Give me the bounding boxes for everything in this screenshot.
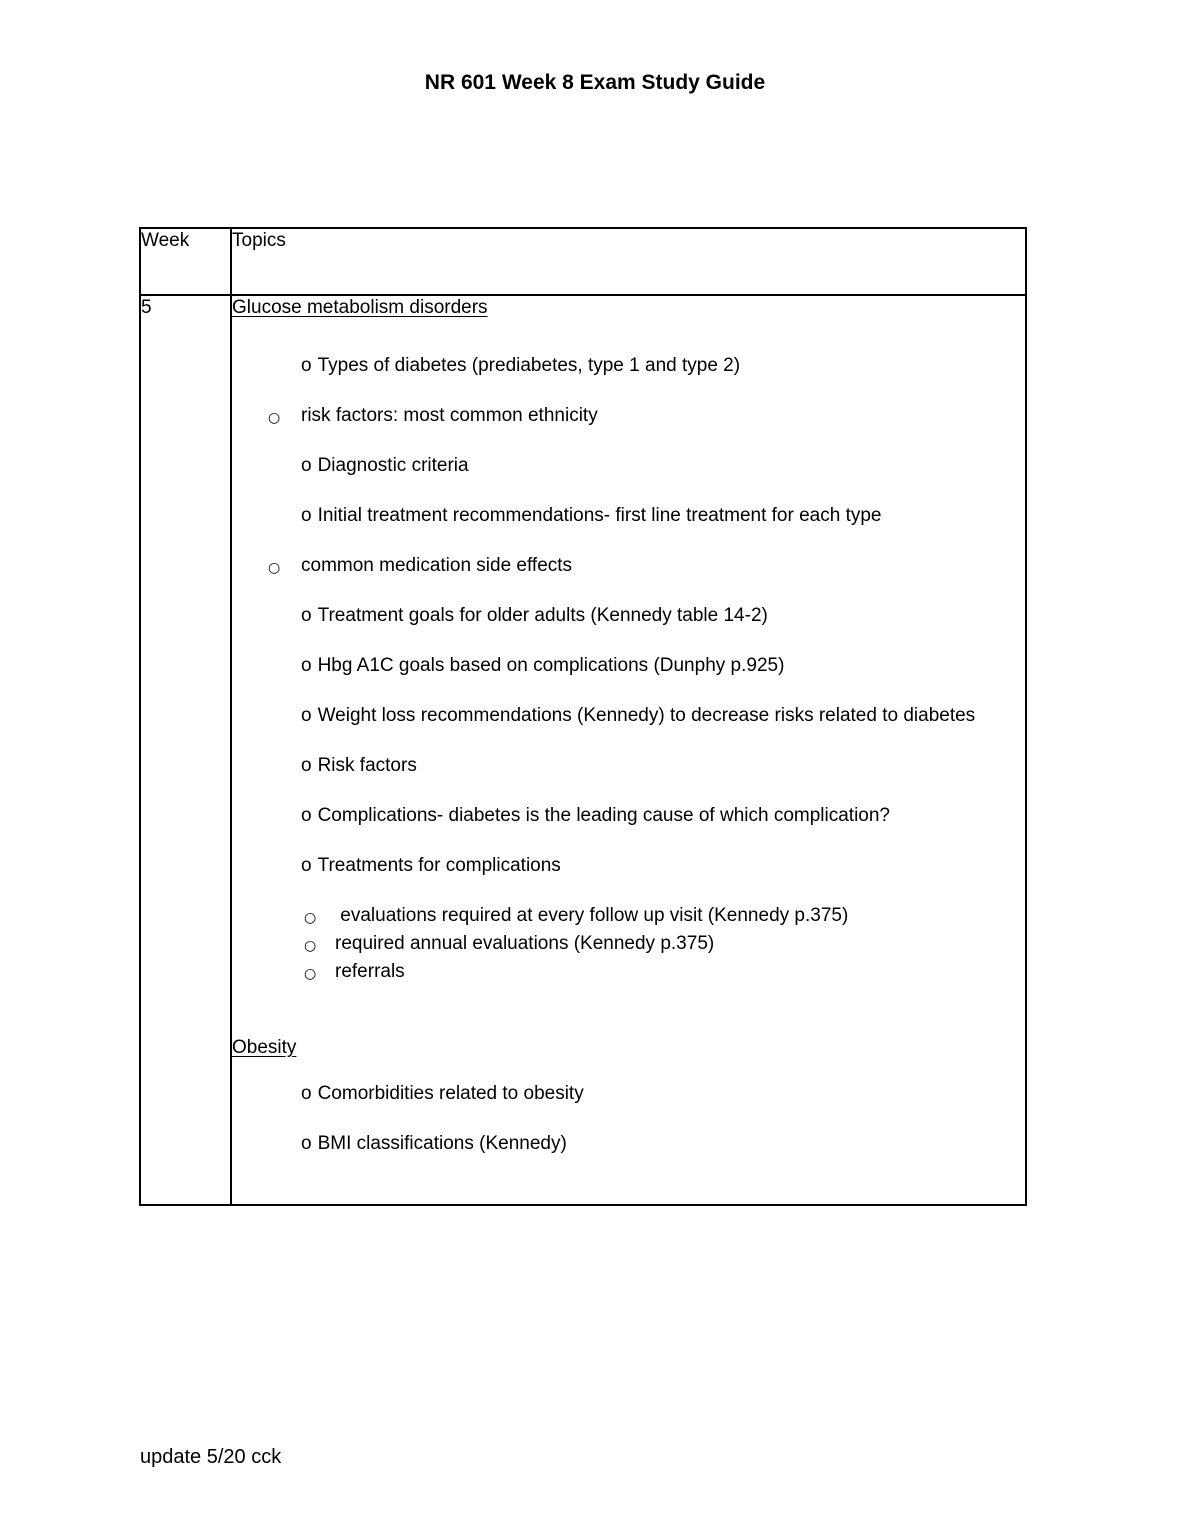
list-item-label: required annual evaluations (Kennedy p.375) <box>335 933 715 954</box>
bullet-marker: o <box>301 705 312 726</box>
bullet-marker: o <box>301 455 312 476</box>
list-item <box>232 404 1025 428</box>
column-header-week: Week <box>140 228 231 295</box>
section-heading-glucose <box>232 296 1025 320</box>
list-item <box>232 932 1025 956</box>
section-heading-label: Glucose metabolism disorders <box>232 297 488 318</box>
list-item <box>232 454 1025 478</box>
list-item-label: Risk factors <box>317 755 417 776</box>
list-item-label: risk factors: most common ethnicity <box>301 405 598 426</box>
week-cell: 5 <box>140 295 231 1205</box>
circle-bullet-marker: ○ <box>268 560 281 576</box>
list-item-label: referrals <box>335 961 405 982</box>
list-item <box>232 960 1025 984</box>
list-item-label: Treatments for complications <box>317 855 561 876</box>
list-item <box>232 704 1025 728</box>
circle-bullet-marker: ○ <box>304 910 317 926</box>
bullet-marker: o <box>301 1133 312 1154</box>
bullet-marker: o <box>301 355 312 376</box>
list-item-label: Hbg A1C goals based on complications (Dunphy p.925) <box>317 655 785 676</box>
section-heading-label: Obesity <box>232 1037 297 1058</box>
bullet-marker: o <box>301 505 312 526</box>
list-item-label: Initial treatment recommendations- first line treatment for each type <box>317 505 882 526</box>
page-title: NR 601 Week 8 Exam Study Guide <box>424 71 766 94</box>
list-item <box>232 1132 1025 1156</box>
table-header-row <box>140 228 1026 295</box>
study-guide-table <box>139 227 1027 1206</box>
list-item-label: Types of diabetes (prediabetes, type 1 and type 2) <box>317 355 741 376</box>
bullet-marker: o <box>301 855 312 876</box>
list-item-label: Weight loss recommendations (Kennedy) to decrease risks related to diabetes <box>317 705 976 726</box>
bullet-marker: o <box>301 805 312 826</box>
bullet-marker: o <box>301 1083 312 1104</box>
list-item-label: common medication side effects <box>301 555 573 576</box>
list-item-label: Comorbidities related to obesity <box>317 1083 584 1104</box>
circle-bullet-marker: ○ <box>304 966 317 982</box>
list-item-label: evaluations required at every follow up visit (Kennedy p.375) <box>335 905 849 926</box>
circle-bullet-marker: ○ <box>304 938 317 954</box>
bullet-marker: o <box>301 605 312 626</box>
topics-cell <box>231 295 1026 1205</box>
list-item <box>232 904 1025 928</box>
table-row <box>140 295 1026 1205</box>
list-item <box>232 554 1025 578</box>
list-item-label: Diagnostic criteria <box>317 455 469 476</box>
list-item-label: BMI classifications (Kennedy) <box>317 1133 567 1154</box>
footer-note: update 5/20 cck <box>140 1446 282 1468</box>
list-item <box>232 354 1025 378</box>
column-header-topics: Topics <box>231 228 1026 295</box>
list-item <box>232 1082 1025 1106</box>
list-item <box>232 604 1025 628</box>
circle-bullet-marker: ○ <box>268 410 281 426</box>
list-item-label: Complications- diabetes is the leading cause of which complication? <box>317 805 890 826</box>
list-item <box>232 654 1025 678</box>
list-item-label: Treatment goals for older adults (Kennedy table 14-2) <box>317 605 768 626</box>
section-heading-obesity <box>232 1036 1025 1060</box>
bullet-marker: o <box>301 755 312 776</box>
list-item <box>232 504 1025 528</box>
list-item <box>232 804 1025 828</box>
list-item <box>232 854 1025 878</box>
bullet-marker: o <box>301 655 312 676</box>
list-item <box>232 754 1025 778</box>
